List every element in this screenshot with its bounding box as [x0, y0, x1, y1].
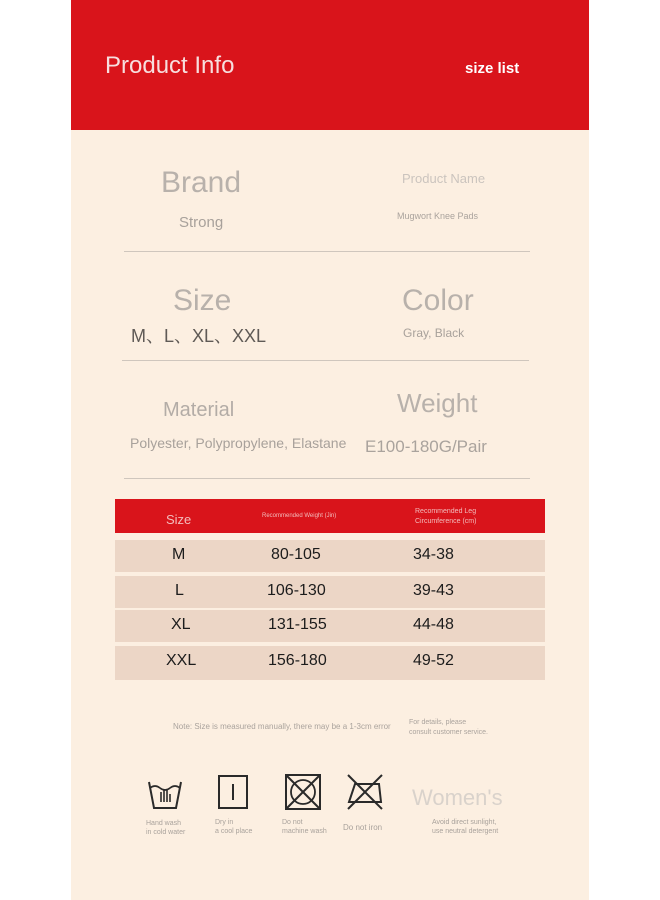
table-row: [115, 610, 545, 642]
product-name-label: Product Name: [402, 171, 486, 186]
product-name-value: Mugwort Knee Pads: [397, 211, 479, 221]
no-machine-wash-icon: [283, 772, 323, 812]
brand-value: Strong: [179, 214, 224, 231]
row-weight: 156-180: [268, 652, 327, 669]
row-size: XXL: [166, 652, 197, 669]
material-value: Polyester, Polypropylene, Elastane: [130, 435, 347, 451]
service-note-1: For details, please: [409, 719, 467, 726]
row-circ: 34-38: [413, 546, 454, 563]
size-value: M、L、XL、XXL: [131, 326, 267, 346]
row-circ: 39-43: [413, 582, 454, 599]
divider-1: [124, 251, 530, 252]
row-size: XL: [171, 616, 191, 633]
womens-label: Women's: [412, 785, 503, 810]
row-size: L: [175, 582, 184, 599]
no-iron-icon: [345, 772, 385, 812]
brand-label: Brand: [161, 166, 242, 199]
no-machine-caption-1: Do not: [282, 819, 303, 826]
color-label: Color: [402, 284, 474, 317]
dry-caption-1: Dry in: [215, 819, 234, 826]
color-value: Gray, Black: [403, 326, 465, 340]
dry-caption-2: a cool place: [215, 828, 253, 835]
header-size: Size: [166, 512, 192, 527]
dry-shade-icon: [215, 772, 255, 812]
table-row: [115, 646, 545, 680]
header-bar: [71, 0, 589, 130]
hand-wash-caption-1: Hand wash: [146, 820, 182, 827]
row-circ: 49-52: [413, 652, 454, 669]
row-weight: 106-130: [267, 582, 326, 599]
header-leg: Recommended Leg: [415, 508, 477, 515]
divider-3: [124, 478, 530, 479]
sunlight-caption-1: Avoid direct sunlight,: [432, 819, 497, 826]
row-circ: 44-48: [413, 616, 454, 633]
no-iron-caption: Do not iron: [343, 823, 383, 832]
size-label: Size: [173, 284, 232, 317]
hand-wash-icon: [145, 772, 185, 812]
row-weight: 131-155: [268, 616, 327, 633]
weight-value: E100-180G/Pair: [365, 437, 487, 456]
table-row: [115, 576, 545, 608]
sunlight-caption-2: use neutral detergent: [432, 828, 499, 835]
weight-label: Weight: [397, 388, 478, 418]
material-label: Material: [163, 399, 235, 421]
size-table-header: [115, 499, 545, 533]
no-machine-caption-2: machine wash: [282, 828, 327, 835]
header-circumference: Circumference (cm): [415, 518, 477, 525]
service-note-2: consult customer service.: [409, 729, 488, 736]
measurement-note: Note: Size is measured manually, there may be a 1-3cm error: [173, 722, 391, 731]
row-weight: 80-105: [271, 546, 321, 563]
hand-wash-caption-2: in cold water: [146, 829, 186, 836]
table-row: [115, 540, 545, 572]
header-weight: Recommended Weight (Jin): [262, 513, 337, 519]
row-size: M: [172, 546, 186, 563]
size-list-label: size list: [465, 60, 520, 77]
divider-2: [122, 360, 529, 361]
page-title: Product Info: [105, 52, 235, 79]
